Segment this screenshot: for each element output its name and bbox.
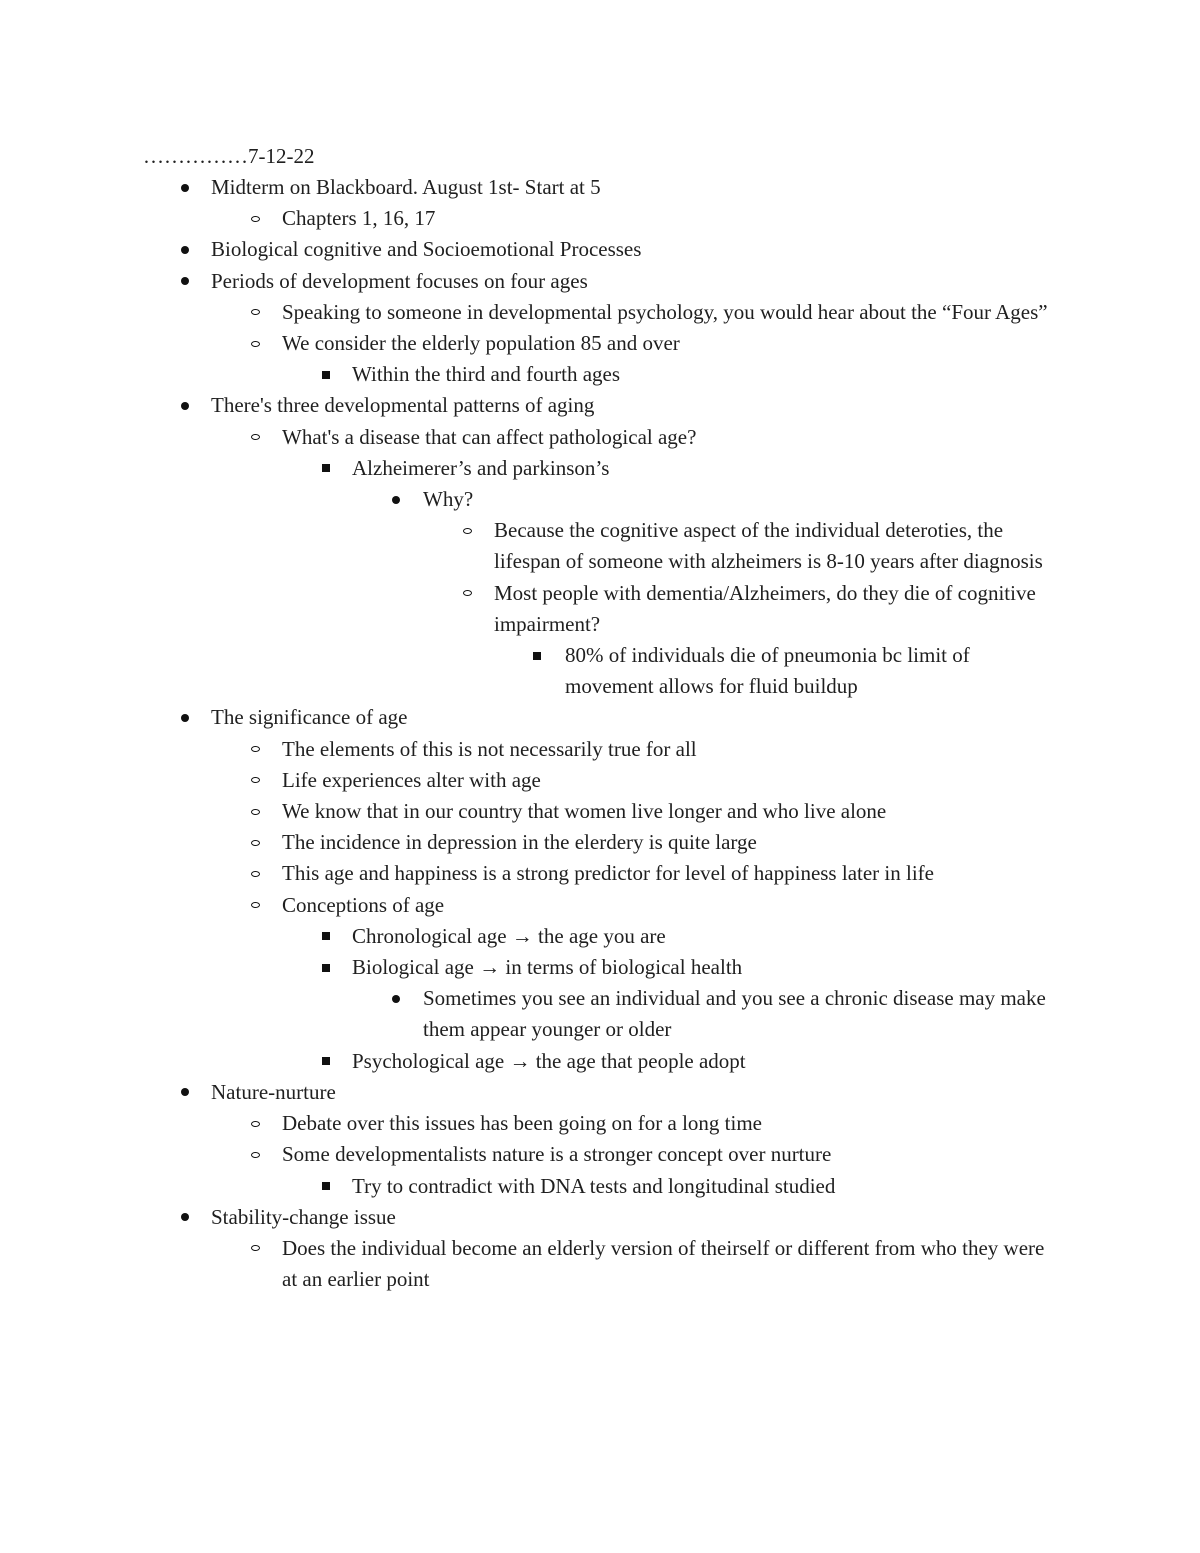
circle-icon [248, 422, 262, 453]
square-icon [530, 640, 544, 671]
list-item [0, 890, 1090, 921]
circle-icon [248, 328, 262, 359]
list-item [0, 952, 1090, 983]
list-item-text: Biological age → in terms of biological health [352, 955, 743, 980]
list-item-text: Midterm on Blackboard. August 1st- Start at 5 [211, 175, 601, 199]
list-item-text: What's a disease that can affect pathological age? [282, 424, 697, 449]
list-item-text: Life experiences alter with age [282, 767, 541, 792]
dot-icon [178, 1202, 192, 1233]
notes-list [0, 172, 1200, 1295]
list-item-text: Because the cognitive aspect of the individual deteroties, the lifespan of someone with alzheimers is 8-10 years after diagnosis [494, 518, 1043, 574]
list-item-text: Psychological age → the age that people adopt [352, 1048, 746, 1073]
dot-icon [178, 390, 192, 421]
list-item-text: Sometimes you see an individual and you see a chronic disease may make them appear younger or older [423, 986, 1046, 1042]
list-item [0, 234, 1090, 265]
list-item [0, 453, 1090, 484]
list-item [0, 1233, 1060, 1295]
circle-icon [248, 858, 262, 889]
circle-icon [248, 203, 262, 234]
square-icon [319, 952, 333, 983]
circle-icon [248, 796, 262, 827]
list-item [0, 1202, 1090, 1233]
list-item [0, 702, 1090, 733]
list-item [0, 796, 1090, 827]
list-item [0, 1108, 1090, 1139]
circle-icon [248, 1233, 262, 1264]
list-item [0, 1139, 1090, 1170]
list-item [0, 1077, 1090, 1108]
list-item [0, 515, 1060, 577]
list-item [0, 640, 1060, 702]
list-item-text: Alzheimerer’s and parkinson’s [352, 455, 610, 480]
dot-icon [178, 1077, 192, 1108]
list-item [0, 484, 1090, 515]
list-item [0, 390, 1090, 421]
circle-icon [248, 827, 262, 858]
list-item [0, 297, 1090, 328]
dot-icon [389, 484, 403, 515]
list-item [0, 328, 1090, 359]
list-item-text: Chapters 1, 16, 17 [282, 206, 436, 231]
dot-icon [178, 702, 192, 733]
list-item-text: Why? [423, 487, 474, 512]
circle-icon [248, 890, 262, 921]
list-item-text: This age and happiness is a strong predictor for level of happiness later in life [282, 861, 934, 886]
square-icon [319, 921, 333, 952]
dot-icon [178, 266, 192, 297]
circle-icon [248, 297, 262, 328]
list-item [0, 1046, 1090, 1077]
list-item-text: We consider the elderly population 85 and over [282, 331, 680, 356]
circle-icon [460, 515, 474, 546]
list-item-text: Conceptions of age [282, 892, 445, 917]
list-item [0, 578, 1060, 640]
list-item-text: Most people with dementia/Alzheimers, do they die of cognitive impairment? [494, 580, 1036, 636]
dot-icon [178, 172, 192, 203]
list-item-text: Nature-nurture [211, 1079, 336, 1104]
list-item-text: Chronological age → the age you are [352, 923, 666, 948]
list-item [0, 734, 1090, 765]
list-item-text: Periods of development focuses on four ages [211, 268, 588, 293]
list-item-text: There's three developmental patterns of aging [211, 393, 595, 418]
list-item-text: Biological cognitive and Socioemotional Processes [211, 237, 642, 262]
dot-icon [389, 983, 403, 1014]
list-item-text: The significance of age [211, 705, 408, 730]
list-item [0, 203, 1090, 234]
list-item [0, 765, 1090, 796]
circle-icon [460, 578, 474, 609]
circle-icon [248, 1139, 262, 1170]
list-item [0, 858, 1090, 889]
list-item-text: The elements of this is not necessarily true for all [282, 736, 697, 761]
list-item-text: Some developmentalists nature is a stronger concept over nurture [282, 1142, 832, 1167]
square-icon [319, 1046, 333, 1077]
square-icon [319, 453, 333, 484]
list-item-text: Within the third and fourth ages [352, 362, 621, 387]
list-item-text: We know that in our country that women live longer and who live alone [282, 799, 887, 824]
circle-icon [248, 1108, 262, 1139]
list-item-text: Try to contradict with DNA tests and longitudinal studied [352, 1173, 836, 1198]
dot-icon [178, 234, 192, 265]
circle-icon [248, 734, 262, 765]
date-line: ……………7-12-22 [143, 144, 315, 168]
list-item [0, 827, 1090, 858]
list-item [0, 1171, 1090, 1202]
list-item-text: Speaking to someone in developmental psychology, you would hear about the “Four Ages” [282, 299, 1048, 324]
list-item-text: Debate over this issues has been going on for a long time [282, 1111, 762, 1136]
list-item [0, 921, 1090, 952]
list-item [0, 359, 1090, 390]
square-icon [319, 359, 333, 390]
list-item [0, 422, 1090, 453]
circle-icon [248, 765, 262, 796]
list-item-text: Stability-change issue [211, 1204, 396, 1229]
list-item-text: Does the individual become an elderly version of theirself or different from who they were at an earlier point [282, 1235, 1045, 1292]
list-item-text: 80% of individuals die of pneumonia bc limit of movement allows for fluid buildup [565, 643, 970, 699]
list-item [0, 266, 1090, 297]
square-icon [319, 1171, 333, 1202]
list-item [0, 172, 1090, 203]
list-item-text: The incidence in depression in the elerdery is quite large [282, 830, 757, 855]
list-item [0, 983, 1060, 1045]
